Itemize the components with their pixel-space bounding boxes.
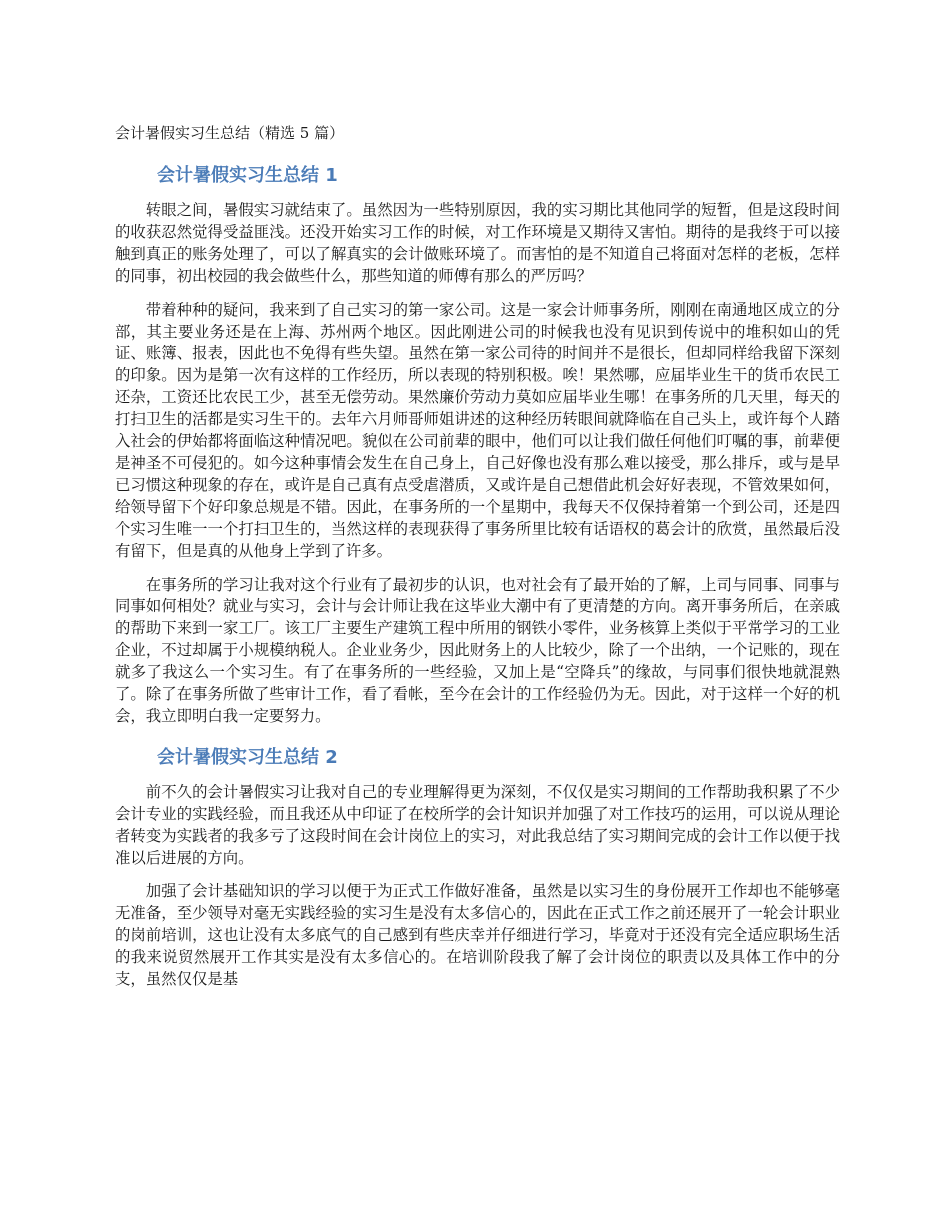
section-1 <box>115 164 840 728</box>
section-2 <box>115 746 840 991</box>
document-body <box>115 122 840 1003</box>
paragraph: 在事务所的学习让我对这个行业有了最初步的认识，也对社会有了最开始的了解，上司与同事、同事与同事如何相处？就业与实习，会计与会计师让我在这毕业大潮中有了更清楚的方向。离开事务所后，在亲戚的帮助下来到一家工厂。该工厂主要生产建筑工程中所用的钢铁小零件，业务核算上类似于平常学习的工业企业，不过却属于小规模纳税人。企业业务少，因此财务上的人比较少，除了一个出纳，一个记账的，现在就多了我这么一个实习生。有了在事务所的一些经验，又加上是“空降兵”的缘故，与同事们很快地就混熟了。除了在事务所做了些审计工作，看了看帐，至今在会计的工作经验仍为无。因此，对于这样一个好的机会，我立即明白我一定要努力。 <box>115 575 840 725</box>
paragraph: 带着种种的疑问，我来到了自己实习的第一家公司。这是一家会计师事务所，刚刚在南通地区成立的分部，其主要业务还是在上海、苏州两个地区。因此刚进公司的时候我也没有见识到传说中的堆积如山的凭证、账簿、报表，因此也不免得有些失望。虽然在第一家公司待的时间并不是很长，但却同样给我留下深刻的印象。因为是第一次有这样的工作经历，所以表现的特别积极。唉！果然哪，应届毕业生干的货币农民工还杂，工资还比农民工少，甚至无偿劳动。果然廉价劳动力莫如应届毕业生哪！在事务所的几天里，每天的打扫卫生的活都是实习生干的。去年六月师哥师姐讲述的这种经历转眼间就降临在自己头上，或许每个人踏入社会的伊始都将面临这种情况吧。貌似在公司前辈的眼中，他们可以让我们做任何他们叮嘱的事，前辈便是神圣不可侵犯的。如今这种事情会发生在自己身上，自己好像也没有那么难以接受，那么排斥，或与是早已习惯这种现象的存在，或许是自己真有点受虐潜质，又或许是自己想借此机会好好表现，不管效果如何，给领导留下个好印象总规是不错。因此，在事务所的一个星期中，我每天不仅保持着第一个到公司，还是四个实习生唯一一个打扫卫生的，当然这样的表现获得了事务所里比较有话语权的葛会计的欣赏，虽然最后没有留下，但是真的从他身上学到了许多。 <box>115 300 840 560</box>
section-heading: 会计暑假实习生总结 2 <box>157 746 338 768</box>
paragraph: 加强了会计基础知识的学习以便于为正式工作做好准备，虽然是以实习生的身份展开工作却也不能够毫无准备，至少领导对毫无实践经验的实习生是没有太多信心的，因此在正式工作之前还展开了一轮会计职业的岗前培训，这也让没有太多底气的自己感到有些庆幸并仔细进行学习，毕竟对于还没有完全适应职场生活的我来说贸然展开工作其实是没有太多信心的。在培训阶段我了解了会计岗位的职责以及具体工作中的分支，虽然仅仅是基 <box>115 882 840 989</box>
section-heading: 会计暑假实习生总结 1 <box>157 165 338 186</box>
paragraph: 前不久的会计暑假实习让我对自己的专业理解得更为深刻，不仅仅是实习期间的工作帮助我积累了不少会计专业的实践经验，而且我还从中印证了在校所学的会计知识并加强了对工作技巧的运用，可以说从理论者转变为实践者的我多亏了这段时间在会计岗位上的实习，对此我总结了实习期间完成的会计工作以便于找准以后进展的方向。 <box>115 782 840 867</box>
paragraph: 转眼之间，暑假实习就结束了。虽然因为一些特别原因，我的实习期比其他同学的短暂，但是这段时间的收获忍然觉得受益匪浅。还没开始实习工作的时候，对工作环境是又期待又害怕。期待的是我终于可以接触到真正的账务处理了，可以了解真实的会计做账环境了。而害怕的是不知道自己将面对怎样的老板，怎样的同事，初出校园的我会做些什么，那些知道的师傅有那么的严厉吗？ <box>115 201 840 285</box>
document-title: 会计暑假实习生总结（精选 5 篇） <box>115 124 345 142</box>
